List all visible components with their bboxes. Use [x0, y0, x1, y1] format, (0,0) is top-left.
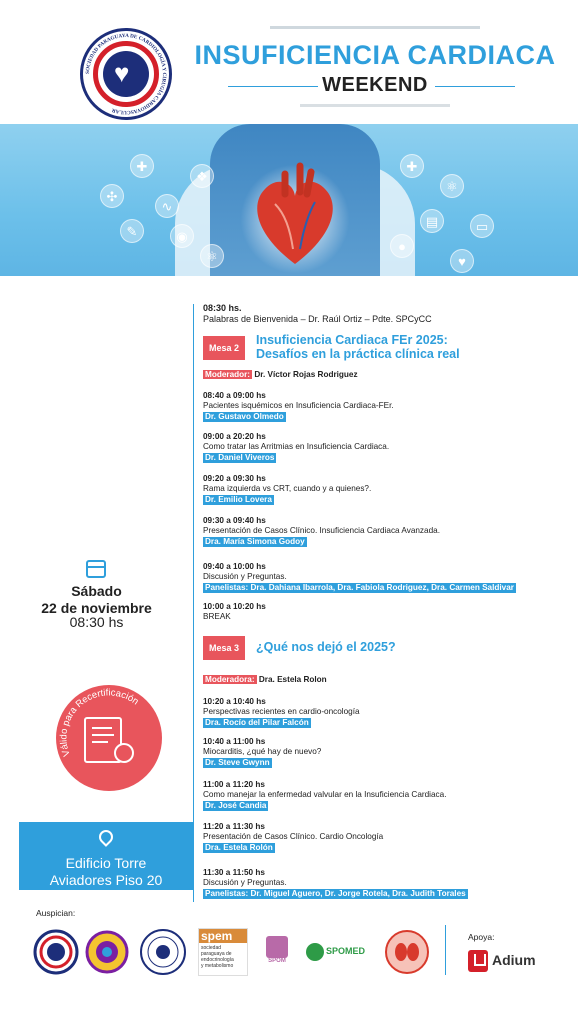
spc-logo	[33, 928, 79, 976]
cross-icon: ✚	[130, 154, 154, 178]
mesa3-title: ¿Qué nos dejó el 2025?	[256, 640, 396, 654]
pill-icon: ◉	[170, 224, 194, 248]
sponsor-divider	[445, 925, 446, 975]
spem-logo: spem sociedad paraguaya de endocrinología y metabolismo	[198, 928, 248, 976]
mesa2-moderator: Moderador: Dr. Víctor Rojas Rodriguez	[205, 370, 358, 379]
list-item: 10:40 a 11:00 hs Miocarditis, ¿qué hay de nuevo? Dr. Steve Gwynn	[203, 737, 322, 767]
syringe-icon: ✎	[120, 219, 144, 243]
page-subtitle: WEEKEND	[322, 74, 428, 96]
svg-text:SOCIEDAD PARAGUAYA DE CARDIOLO: SOCIEDAD PARAGUAYA DE CARDIOLOGÍA Y CIRUGÍA CARDIOVASCULAR	[84, 32, 168, 116]
seal-icon	[114, 743, 134, 763]
list-item: 09:00 a 20:20 hs Como tratar las Arritmias en Insuficiencia Cardiaca. Dr. Daniel Viveros	[203, 432, 390, 462]
recertification-badge	[56, 685, 162, 791]
list-item: 09:30 a 09:40 hs Presentación de Casos Clínico. Insuficiencia Cardiaca Avanzada. Dra. María Simona Godoy	[203, 516, 440, 546]
header-bottom-bar	[300, 104, 450, 107]
molecule-icon: ⚛	[200, 244, 224, 268]
event-day: Sábado	[71, 583, 122, 599]
spomed-logo: SPOMED	[306, 928, 372, 976]
venue-card	[19, 822, 193, 890]
support-label: Apoya:	[468, 932, 495, 942]
list-item: 11:00 a 11:20 hs Como manejar la enfermedad valvular en la Insuficiencia Cardiaca. Dr. José Candia	[203, 780, 447, 810]
page-title: INSUFICIENCIA CARDIACA	[194, 40, 556, 70]
spom-logo: SPOM	[260, 928, 294, 976]
svg-text:Válido para Recertificación: Válido para Recertificación	[58, 687, 141, 758]
tooth-icon: ❖	[190, 164, 214, 188]
mesa2-badge: Mesa 2	[203, 336, 245, 360]
location-pin-icon	[96, 827, 116, 847]
sponsors-label: Auspician:	[36, 908, 76, 918]
atom-icon: ⚛	[440, 174, 464, 198]
break-item: 10:00 a 10:20 hs BREAK	[203, 602, 266, 621]
opening-block: 08:30 hs. Palabras de Bienvenida – Dr. Raúl Ortiz – Pdte. SPCyCC	[203, 303, 432, 324]
venue-line-2: Aviadores Piso 20	[49, 872, 163, 888]
heart-small-icon: ♥	[450, 249, 474, 273]
list-item: 11:20 a 11:30 hs Presentación de Casos Clínico. Cardio Oncología Dra. Estela Rolón	[203, 822, 384, 852]
mesa2-title: Insuficiencia Cardiaca FEr 2025: Desafíos en la práctica clínica real	[256, 333, 460, 361]
list-item: 09:20 a 09:30 hs Rama izquierda vs CRT, cuando y a quienes?. Dr. Emilio Lovera	[203, 474, 372, 504]
heart-illustration	[245, 154, 345, 274]
timeline-line	[193, 304, 194, 902]
sponsor-logo-kidney	[384, 928, 430, 976]
monitor-icon: ▭	[470, 214, 494, 238]
dna-icon: ✣	[100, 184, 124, 208]
drop-icon: ●	[390, 234, 414, 258]
list-item: 09:40 a 10:00 hs Discusión y Preguntas. Panelistas: Dra. Dahiana Ibarrola, Dra. Fabiola Rodriguez, Dra. Carmen Saldivar	[203, 562, 514, 592]
clipboard-icon: ▤	[420, 209, 444, 233]
sponsor-logo-2	[84, 928, 130, 976]
heart-icon: ♥	[114, 58, 130, 88]
event-time: 08:30 hs	[69, 614, 124, 630]
society-logo-text	[83, 31, 169, 117]
society-logo	[80, 28, 172, 120]
mesa3-moderator: Moderadora: Dra. Estela Rolon	[205, 675, 327, 684]
list-item: 11:30 a 11:50 hs Discusión y Preguntas. Panelistas: Dr. Miguel Aguero, Dr. Jorge Rotela, Dra. Judith Torales	[203, 868, 466, 898]
briefcase-icon: ✚	[400, 154, 424, 178]
event-date: 22 de noviembre	[41, 600, 152, 616]
sponsor-logo-3	[138, 928, 188, 976]
venue-line-1: Edificio Torre	[65, 855, 147, 871]
list-item: 10:20 a 10:40 hs Perspectivas recientes en cardio-oncología Dra. Rocío del Pilar Falcón	[203, 697, 360, 727]
pulse-icon: ∿	[155, 194, 179, 218]
list-item: 08:40 a 09:00 hs Pacientes isquémicos en Insuficiencia Cardiaca-FEr. Dr. Gustavo Olmedo	[203, 391, 394, 421]
calendar-icon	[86, 560, 106, 578]
header-top-bar	[270, 26, 480, 29]
hero-banner	[0, 124, 578, 276]
mesa3-badge: Mesa 3	[203, 636, 245, 660]
